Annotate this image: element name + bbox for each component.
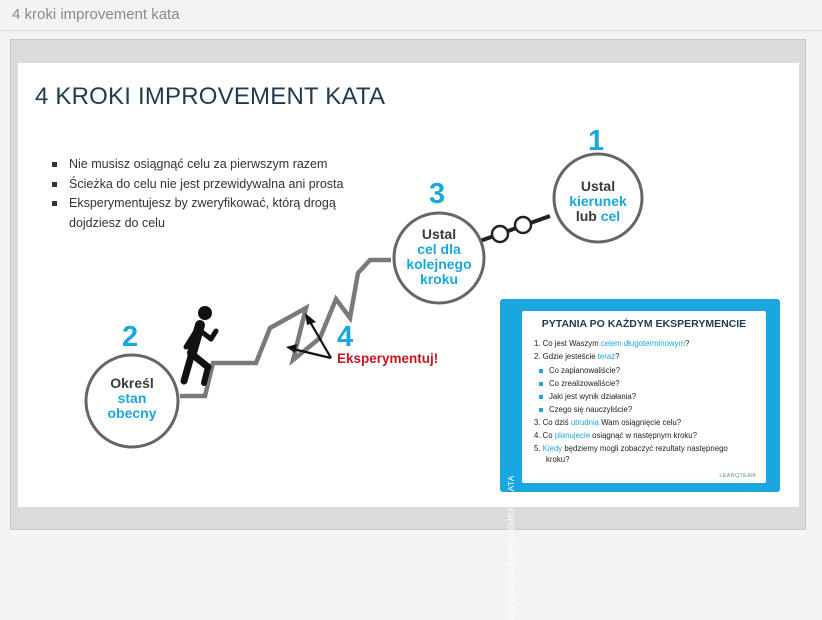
bullet-text: Ścieżka do celu nie jest przewidywalna ani prosta: [69, 176, 344, 191]
sub-question-text: Co zaplanowaliście?: [549, 366, 621, 375]
question-text: osiągnąć w następnym kroku?: [589, 431, 697, 440]
step-1-text: [556, 179, 640, 224]
slide-title: 4 KROKI IMPROVEMENT KATA: [35, 83, 386, 110]
connector-node: [492, 226, 508, 242]
question-item: [534, 431, 762, 441]
step-1-line: [556, 209, 640, 224]
question-text: 4. Co: [534, 431, 555, 440]
sub-question-item: [549, 405, 777, 415]
sub-question-item: [549, 392, 777, 402]
bullet-text: Nie musisz osiągnąć celu za pierwszym razem: [69, 157, 328, 171]
sub-question-text: Co zrealizowaliście?: [549, 379, 620, 388]
question-highlight: planujecie: [554, 431, 590, 440]
connector-node: [515, 217, 531, 233]
sub-question-item: [549, 379, 777, 389]
step-3-text: [396, 227, 482, 287]
window-title: 4 kroki improvement kata: [12, 6, 180, 23]
step-2-line: obecny: [107, 405, 157, 421]
question-highlight: Kiedy: [542, 444, 563, 453]
brand-logo: LEANQTEAM: [719, 473, 756, 479]
question-text: ?: [615, 352, 620, 361]
sub-question-text: Jaki jest wynik działania?: [549, 392, 637, 401]
sub-bullet-icon: [539, 395, 543, 399]
question-item: [534, 418, 762, 428]
step-2-text: [90, 376, 174, 421]
sub-question-item: [549, 366, 777, 376]
question-item: [534, 352, 762, 362]
step-2-number: 2: [122, 321, 139, 353]
question-text: Wam osiągnięcie celu?: [599, 418, 682, 427]
arrow-icon: [286, 313, 331, 358]
step-3-line: Ustal: [421, 226, 457, 242]
question-text: 5.: [534, 444, 543, 453]
slide: [18, 63, 799, 620]
reflection-card: [500, 299, 780, 620]
card-side-text: REFLEKSJA IMPROVEMENT KATA: [506, 475, 516, 620]
question-item: [534, 444, 762, 454]
step-1-line-part: cel: [600, 208, 621, 224]
question-text: kroku?: [546, 455, 570, 464]
step-1-line: kierunek: [569, 193, 627, 209]
question-highlight: utrudnia: [570, 418, 600, 427]
question-item-continued: [546, 455, 774, 465]
question-text: 1. Co jest Waszym: [534, 339, 601, 348]
step-3-number: 3: [429, 178, 446, 210]
card-title: PYTANIA PO KAŻDYM EKSPERYMENCIE: [541, 318, 747, 330]
question-highlight: teraz: [597, 352, 616, 361]
step-3-line: kolejnego: [406, 256, 472, 272]
sub-question-text: Czego się nauczyliście?: [549, 405, 633, 414]
step-1-line-part: lub: [575, 208, 601, 224]
sub-bullet-icon: [539, 408, 543, 412]
step-3-line: kroku: [419, 271, 459, 287]
step-2-line: stan: [117, 390, 147, 406]
bullet-text: Eksperymentujesz by zweryfikować, którą drogą dojdziesz do celu: [69, 196, 336, 230]
sub-bullet-icon: [539, 369, 543, 373]
question-item: [534, 339, 762, 349]
step-1-line: Ustal: [580, 178, 616, 194]
step-4-number: 4: [337, 321, 354, 353]
question-text: 3. Co dziś: [534, 418, 571, 427]
question-text: będziemy mogli zobaczyć rezultaty następnego: [562, 444, 728, 453]
sub-bullet-icon: [539, 382, 543, 386]
title-divider: [0, 30, 822, 31]
experiment-label: Eksperymentuj!: [337, 351, 439, 366]
step-3-line: cel dla: [417, 241, 461, 257]
step-1-number: 1: [588, 125, 605, 157]
question-text: ?: [684, 339, 690, 348]
question-text: 2. Gdzie jesteście: [534, 352, 598, 361]
question-highlight: celem długoterminowym: [600, 339, 685, 348]
card-side-label: [506, 310, 522, 620]
step-2-line: Określ: [110, 375, 154, 391]
card-content: [522, 311, 766, 483]
progress-path: [180, 260, 391, 396]
